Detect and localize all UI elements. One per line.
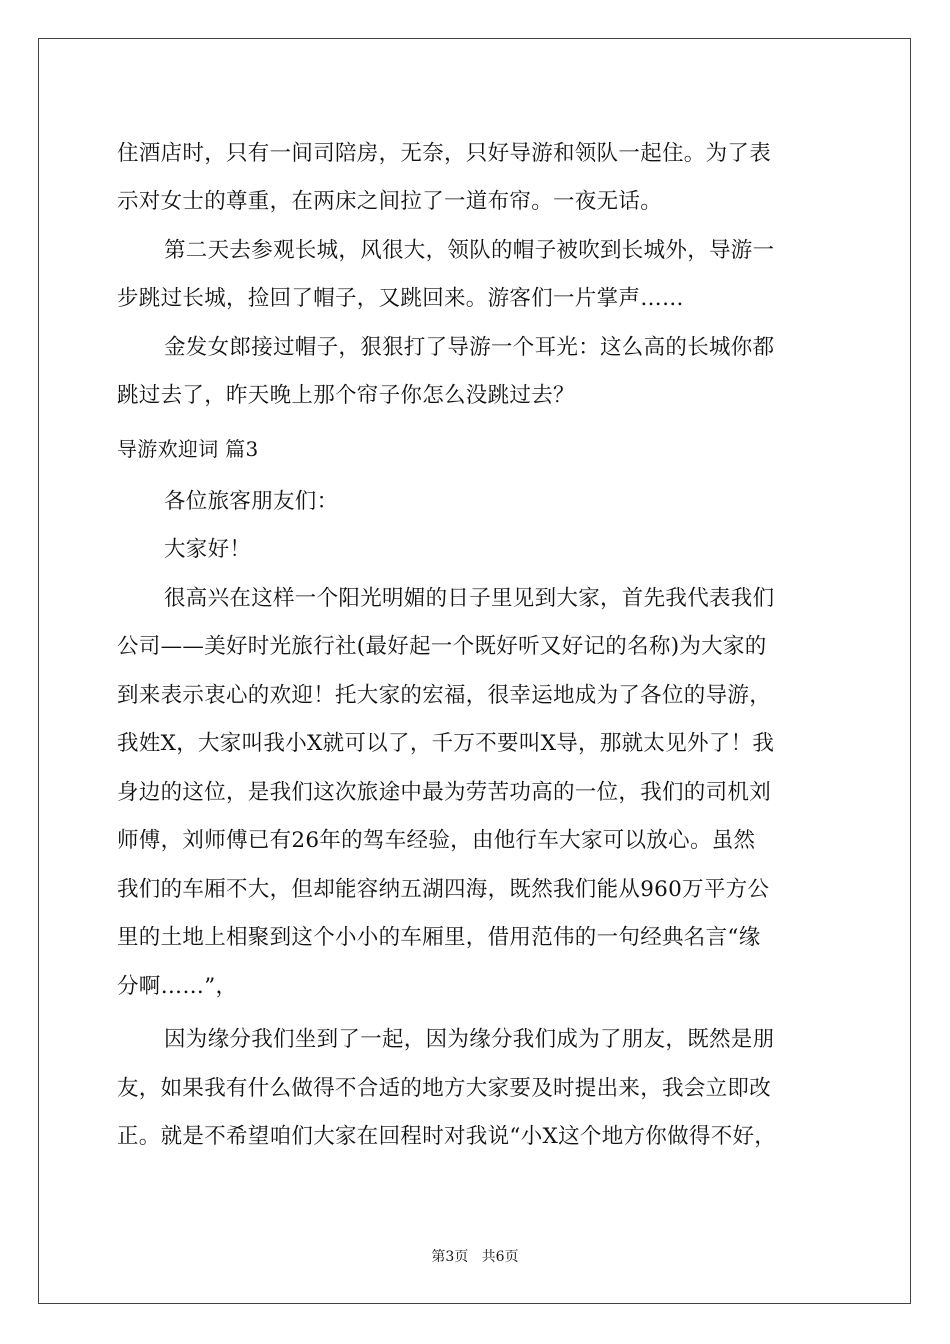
text-line: 我姓X，大家叫我小X就可以了，千万不要叫X导，那就太见外了！我 <box>117 731 775 756</box>
section-heading: 导游欢迎词 篇3 <box>117 437 259 461</box>
text-line: 公司——美好时光旅行社(最好起一个既好听又好记的名称)为大家的 <box>117 634 767 659</box>
text-line: 金发女郎接过帽子，狠狠打了导游一个耳光：这么高的长城你都 <box>164 335 775 360</box>
text-line: 很高兴在这样一个阳光明媚的日子里见到大家，首先我代表我们 <box>164 586 775 611</box>
page-border <box>38 38 911 1304</box>
text-line: 我们的车厢不大，但却能容纳五湖四海，既然我们能从960万平方公 <box>117 877 770 902</box>
text-line: 住酒店时，只有一间司陪房，无奈，只好导游和领队一起住。为了表 <box>117 141 772 166</box>
text-line: 正。就是不希望咱们大家在回程时对我说“小X这个地方你做得不好， <box>117 1124 777 1149</box>
text-line: 友，如果我有什么做得不合适的地方大家要及时提出来，我会立即改 <box>117 1076 772 1101</box>
text-line: 跳过去了，昨天晚上那个帘子你怎么没跳过去？ <box>117 383 575 408</box>
text-line: 第二天去参观长城，风很大，领队的帽子被吹到长城外，导游一 <box>164 238 775 263</box>
text-line: 身边的这位，是我们这次旅途中最为劳苦功高的一位，我们的司机刘 <box>117 780 772 805</box>
text-line: 示对女士的尊重，在两床之间拉了一道布帘。一夜无话。 <box>117 189 663 214</box>
text-line: 各位旅客朋友们： <box>164 489 339 514</box>
text-line: 分啊……”， <box>117 974 238 999</box>
text-line: 大家好！ <box>164 537 252 562</box>
page-number: 第3页 共6页 <box>431 1249 519 1265</box>
text-line: 到来表示衷心的欢迎！托大家的宏福，很幸运地成为了各位的导游， <box>117 683 772 708</box>
text-line: 师傅，刘师傅已有26年的驾车经验，由他行车大家可以放心。虽然 <box>117 828 756 853</box>
text-line: 步跳过长城，捡回了帽子，又跳回来。游客们一片掌声…… <box>117 286 684 311</box>
text-line: 里的土地上相聚到这个小小的车厢里，借用范伟的一句经典名言“缘 <box>117 925 761 950</box>
text-line: 因为缘分我们坐到了一起，因为缘分我们成为了朋友，既然是朋 <box>164 1027 775 1052</box>
